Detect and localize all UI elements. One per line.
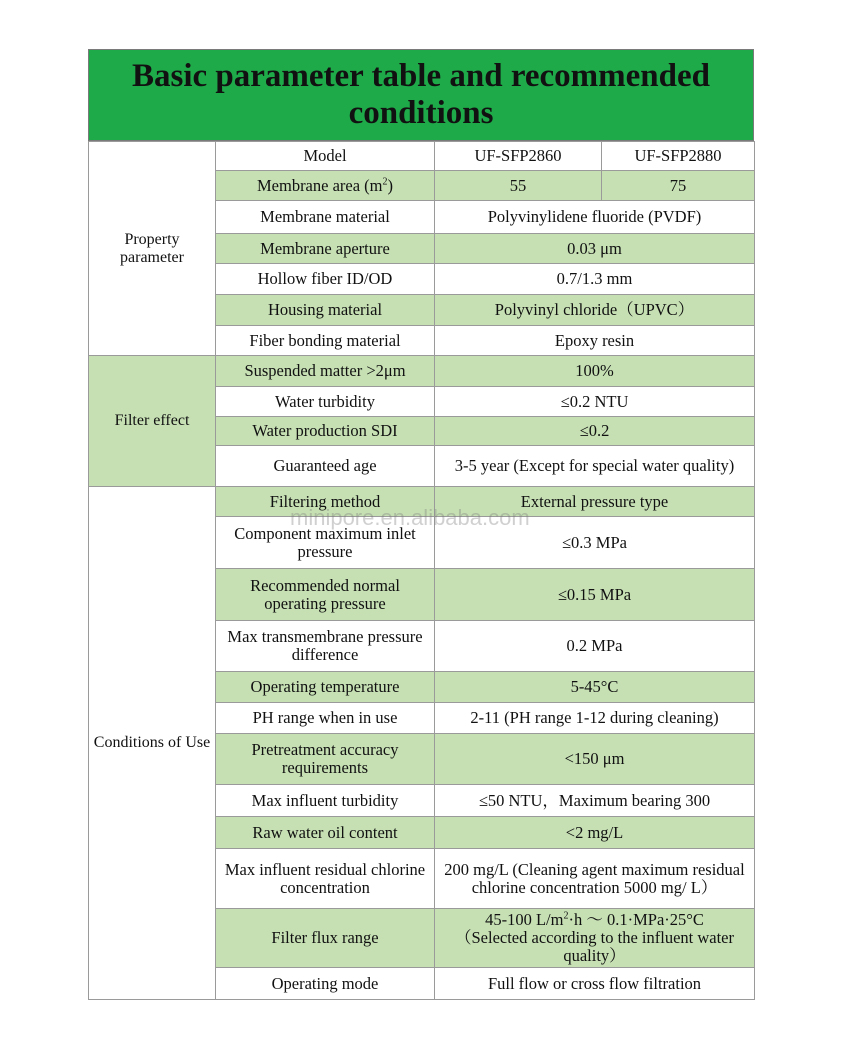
row-label: Model xyxy=(216,142,435,171)
group-property: Property parameter xyxy=(89,142,216,356)
row-value: 100% xyxy=(435,356,755,387)
table-title: Basic parameter table and recommended conditions xyxy=(88,49,754,141)
row-label: Membrane material xyxy=(216,201,435,234)
row-value: 75 xyxy=(602,171,755,201)
row-value: 45-100 $L/m^2\cdot h$ ～ 0.1·MPa·25°C （Selected according to the influent water quality） xyxy=(435,909,755,968)
row-label: Raw water oil content xyxy=(216,817,435,849)
table-row xyxy=(89,142,755,171)
row-label: Operating mode xyxy=(216,968,435,1000)
row-label: Pretreatment accuracy requirements xyxy=(216,734,435,785)
row-value: 55 xyxy=(435,171,602,201)
row-label: Water production SDI xyxy=(216,417,435,446)
row-value: External pressure type xyxy=(435,487,755,517)
row-value: <2 mg/L xyxy=(435,817,755,849)
row-label: Water turbidity xyxy=(216,387,435,417)
row-label: Membrane aperture xyxy=(216,234,435,264)
row-label: Component maximum inlet pressure xyxy=(216,517,435,569)
row-value: Full flow or cross flow filtration xyxy=(435,968,755,1000)
row-label: Recommended normal operating pressure xyxy=(216,569,435,621)
row-label: Operating temperature xyxy=(216,672,435,703)
row-value: ≤0.2 NTU xyxy=(435,387,755,417)
row-value: 5-45°C xyxy=(435,672,755,703)
row-label: Fiber bonding material xyxy=(216,326,435,356)
row-value: Polyvinylidene fluoride (PVDF) xyxy=(435,201,755,234)
row-label: Guaranteed age xyxy=(216,446,435,487)
row-label: Max transmembrane pressure difference xyxy=(216,621,435,672)
row-label: Suspended matter >2μm xyxy=(216,356,435,387)
row-label: Filtering method xyxy=(216,487,435,517)
row-value: ≤0.2 xyxy=(435,417,755,446)
row-value: Epoxy resin xyxy=(435,326,755,356)
row-value: UF-SFP2880 xyxy=(602,142,755,171)
row-value: 0.7/1.3 mm xyxy=(435,264,755,295)
row-value: 0.03 μm xyxy=(435,234,755,264)
row-value: 0.2 MPa xyxy=(435,621,755,672)
row-value: UF-SFP2860 xyxy=(435,142,602,171)
row-value: 2-11 (PH range 1-12 during cleaning) xyxy=(435,703,755,734)
table-row xyxy=(89,487,755,517)
table-row xyxy=(89,356,755,387)
parameter-sheet xyxy=(88,49,754,1000)
row-label: Max influent turbidity xyxy=(216,785,435,817)
row-value: 3-5 year (Except for special water quality) xyxy=(435,446,755,487)
row-value: 200 mg/L (Cleaning agent maximum residual chlorine concentration 5000 mg/ L） xyxy=(435,849,755,909)
row-value: ≤50 NTU，Maximum bearing 300 xyxy=(435,785,755,817)
watermark: minipore.en.alibaba.com xyxy=(290,505,530,530)
group-conditions: Conditions of Use xyxy=(89,487,216,1000)
row-label: Housing material xyxy=(216,295,435,326)
group-filter-effect: Filter effect xyxy=(89,356,216,487)
row-label: PH range when in use xyxy=(216,703,435,734)
row-value: <150 μm xyxy=(435,734,755,785)
row-value: Polyvinyl chloride（UPVC） xyxy=(435,295,755,326)
row-label: Hollow fiber ID/OD xyxy=(216,264,435,295)
row-value: ≤0.3 MPa xyxy=(435,517,755,569)
row-label: Filter flux range xyxy=(216,909,435,968)
row-value: ≤0.15 MPa xyxy=(435,569,755,621)
row-label: Max influent residual chlorine concentration xyxy=(216,849,435,909)
parameter-table xyxy=(88,141,755,1000)
row-label: Membrane area $(m^2)$ xyxy=(216,171,435,201)
